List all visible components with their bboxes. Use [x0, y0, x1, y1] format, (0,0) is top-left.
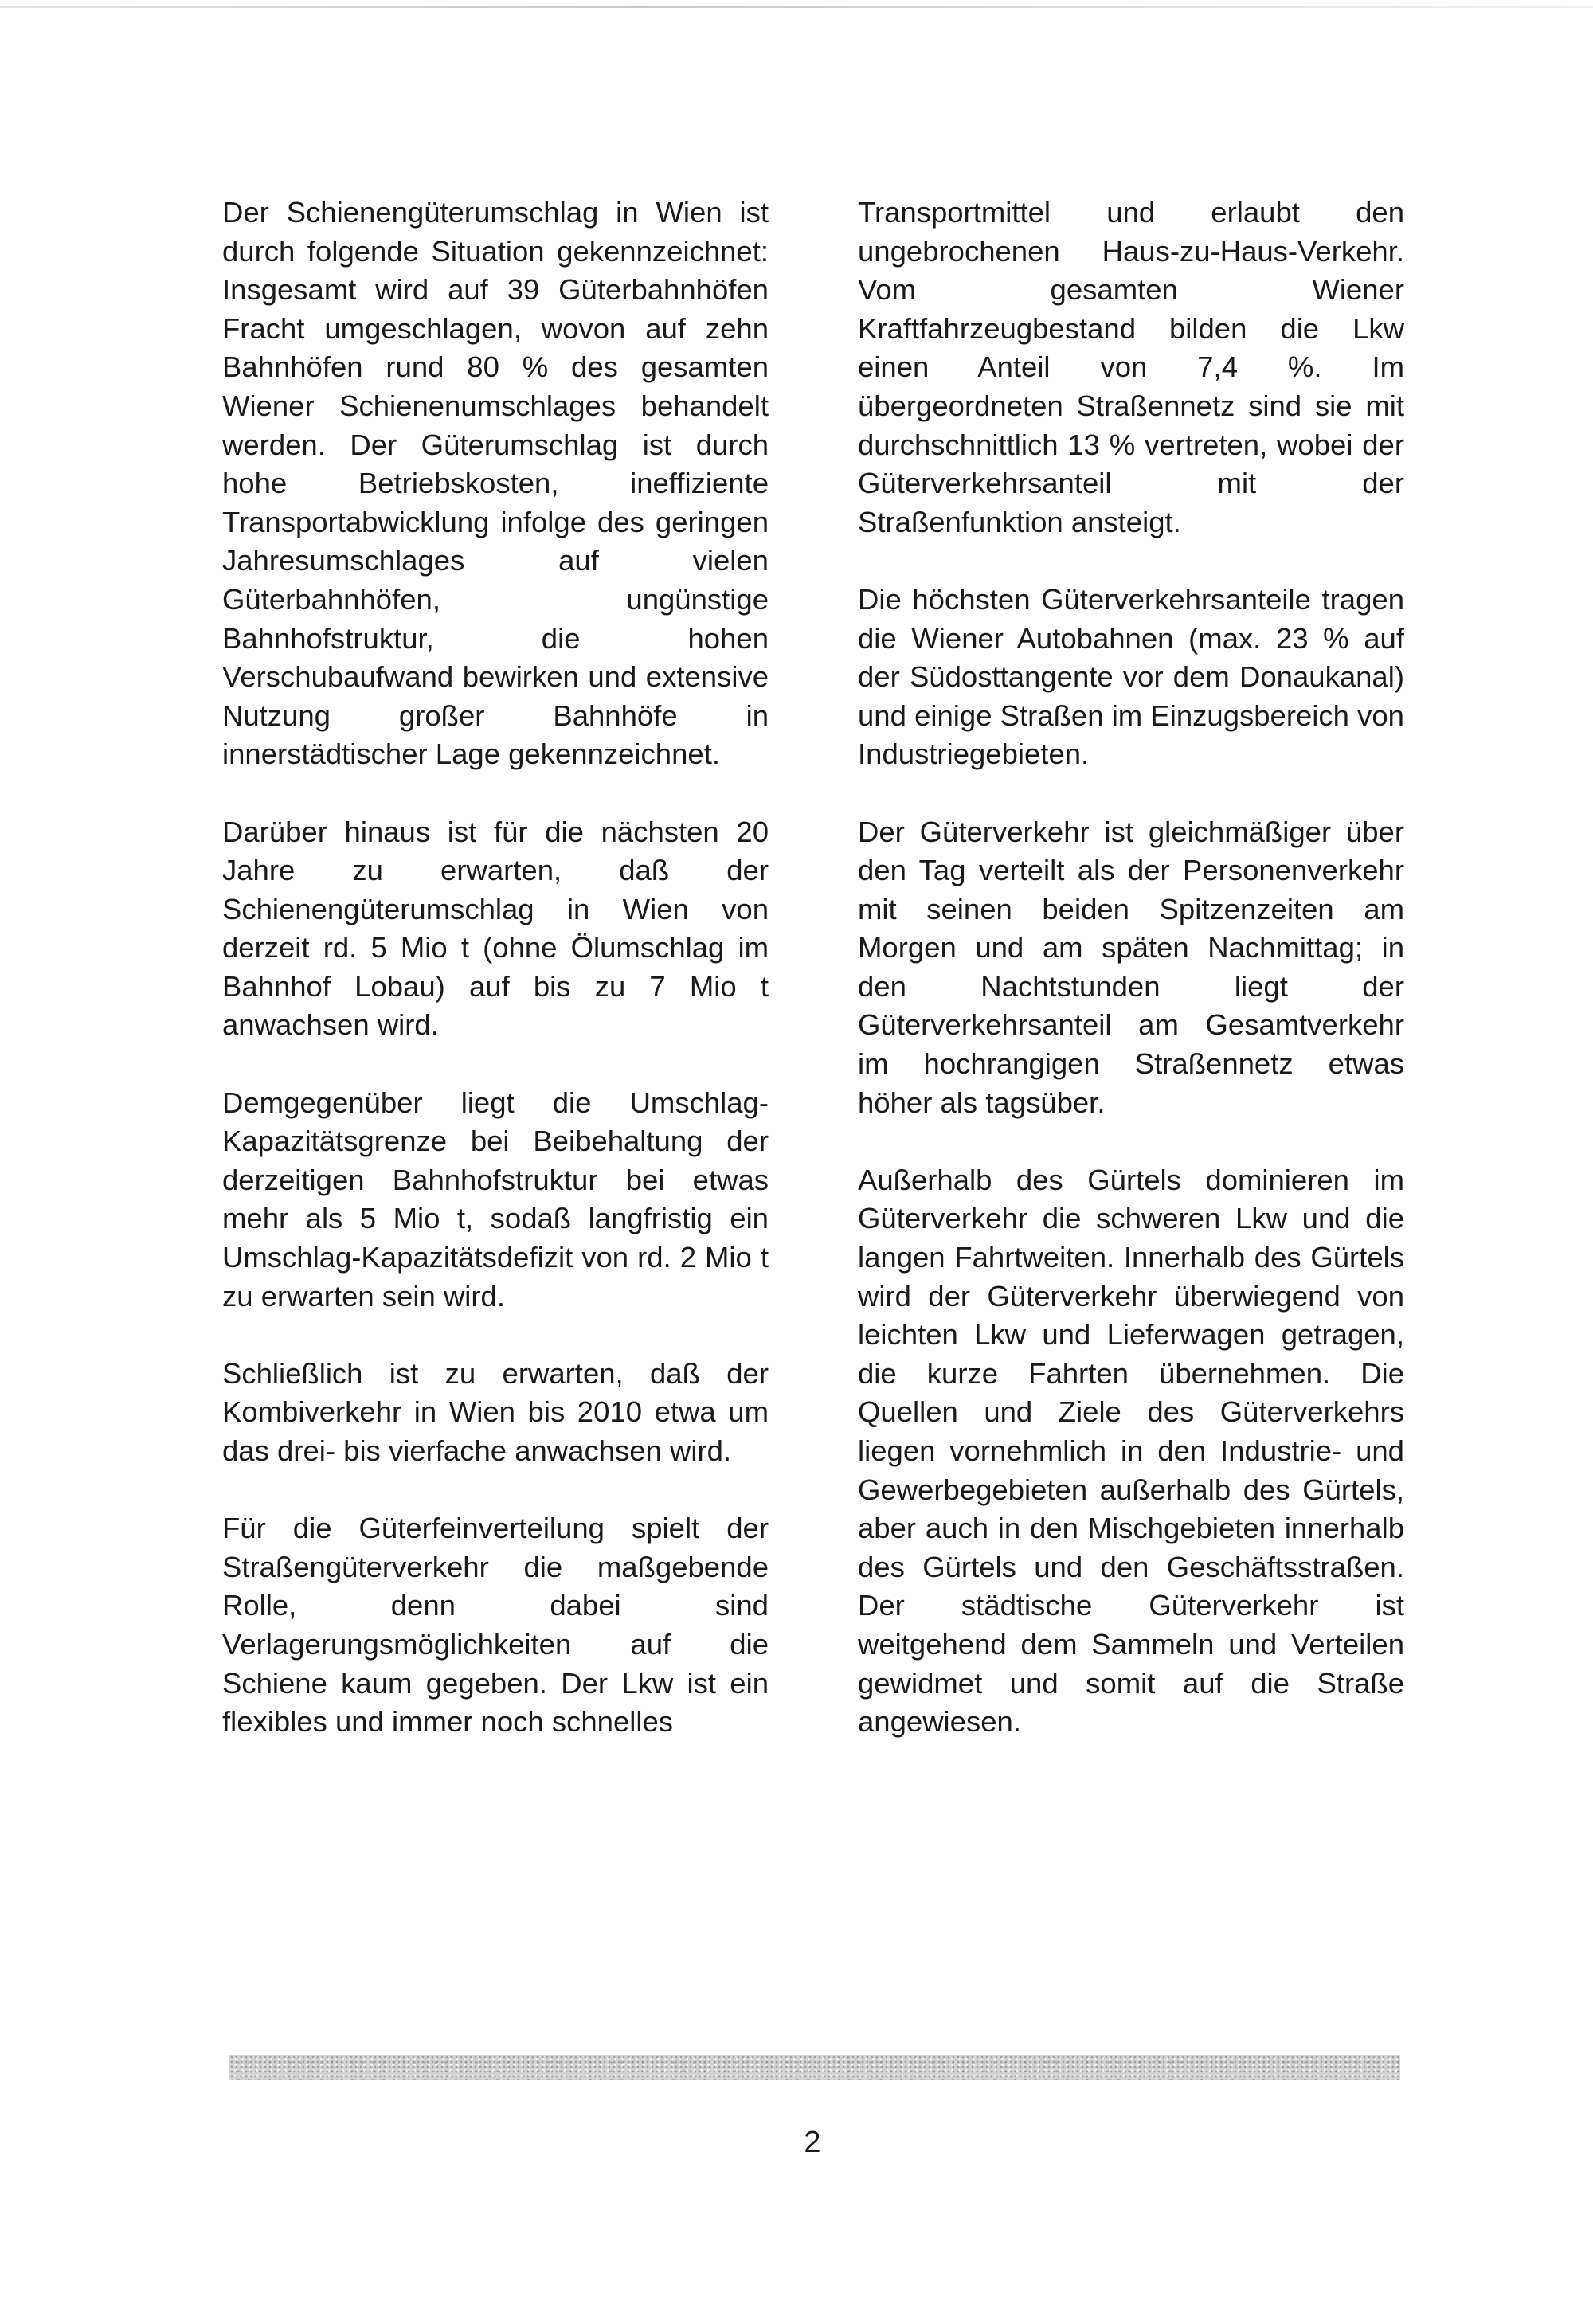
paragraph-guertel: Außerhalb des Gürtels dominieren im Güterverkehr die schweren Lkw und die langen Fahrtweiten. Innerhalb des Gürtels wird der Güterverkehr überwiegend von leichten Lkw und Lieferwagen getragen, die kurze Fahrten übernehmen. Die Quellen und Ziele des Güterverkehrs liegen vornehmlich in den Industrie- und Gewerbegebieten außerhalb des Gürtels, aber auch in den Mischgebieten innerhalb des Gürtels und den Geschäftsstraßen. Der städtische Güterverkehr ist weitgehend dem Sammeln und Verteilen gewidmet und somit auf die Straße angewiesen.: [858, 1163, 1404, 1739]
footer-decorative-bar: [229, 2055, 1400, 2080]
paragraph-kombiverkehr: Schließlich ist zu erwarten, daß der Kombiverkehr in Wien bis 2010 etwa um das drei- bis vierfache anwachsen wird.: [222, 1356, 769, 1467]
paragraph-schienengueterumschlag: Der Schienengüterumschlag in Wien ist durch folgende Situation gekennzeichnet: Insgesamt wird auf 39 Güterbahnhöfen Fracht umgeschlagen, wovon auf zehn Bahnhöfen rund 80 % des gesamten Wiener Schienenumschlages behandelt werden. Der Güterumschlag ist durch hohe Betriebskosten, ineffiziente Transportabwicklung infolge des geringen Jahresumschlages auf vielen Güterbahnhöfen, ungünstige Bahnhofstruktur, die hohen Verschubaufwand bewirken und extensive Nutzung großer Bahnhöfe in innerstädtischer Lage gekennzeichnet.: [222, 196, 769, 771]
page-number: 2: [804, 2126, 821, 2159]
paragraph-tagesverteilung: Der Güterverkehr ist gleichmäßiger über den Tag verteilt als der Personenverkehr mit seinen beiden Spitzenzeiten am Morgen und am späten Nachmittag; in den Nachtstunden liegt der Güterverkehrsanteil am Gesamtverkehr im hochrangigen Straßennetz etwas höher als tagsüber.: [858, 815, 1404, 1119]
scan-edge-line: [0, 6, 1593, 8]
left-text-column: [222, 194, 769, 1780]
paragraph-gueterfeinverteilung: Für die Güterfeinverteilung spielt der Straßengüterverkehr die maßgebende Rolle, denn dabei sind Verlagerungsmöglichkeiten auf die Schiene kaum gegeben. Der Lkw ist ein flexibles und immer noch schnelles: [222, 1512, 769, 1739]
paragraph-lkw-anteil: Transportmittel und erlaubt den ungebrochenen Haus-zu-Haus-Verkehr. Vom gesamten Wiener Kraftfahrzeugbestand bilden die Lkw einen Anteil von 7,4 %. Im übergeordneten Straßennetz sind sie mit durchschnittlich 13 % vertreten, wobei der Güterverkehrsanteil mit der Straßenfunktion ansteigt.: [858, 196, 1404, 538]
paragraph-prognose-umschlag: Darüber hinaus ist für die nächsten 20 Jahre zu erwarten, daß der Schienengüterumschlag in Wien von derzeit rd. 5 Mio t (ohne Ölumschlag im Bahnhof Lobau) auf bis zu 7 Mio t anwachsen wird.: [222, 815, 769, 1042]
right-text-column: [858, 194, 1404, 1780]
paragraph-autobahnen: Die höchsten Güterverkehrsanteile tragen die Wiener Autobahnen (max. 23 % auf der Südosttangente vor dem Donaukanal) und einige Straßen im Einzugsbereich von Industriegebieten.: [858, 582, 1404, 771]
paragraph-kapazitaetsgrenze: Demgegenüber liegt die Umschlag-Kapazitätsgrenze bei Beibehaltung der derzeitigen Bahnhofstruktur bei etwas mehr als 5 Mio t, sodaß langfristig ein Umschlag-Kapazitätsdefizit von rd. 2 Mio t zu erwarten sein wird.: [222, 1086, 769, 1313]
